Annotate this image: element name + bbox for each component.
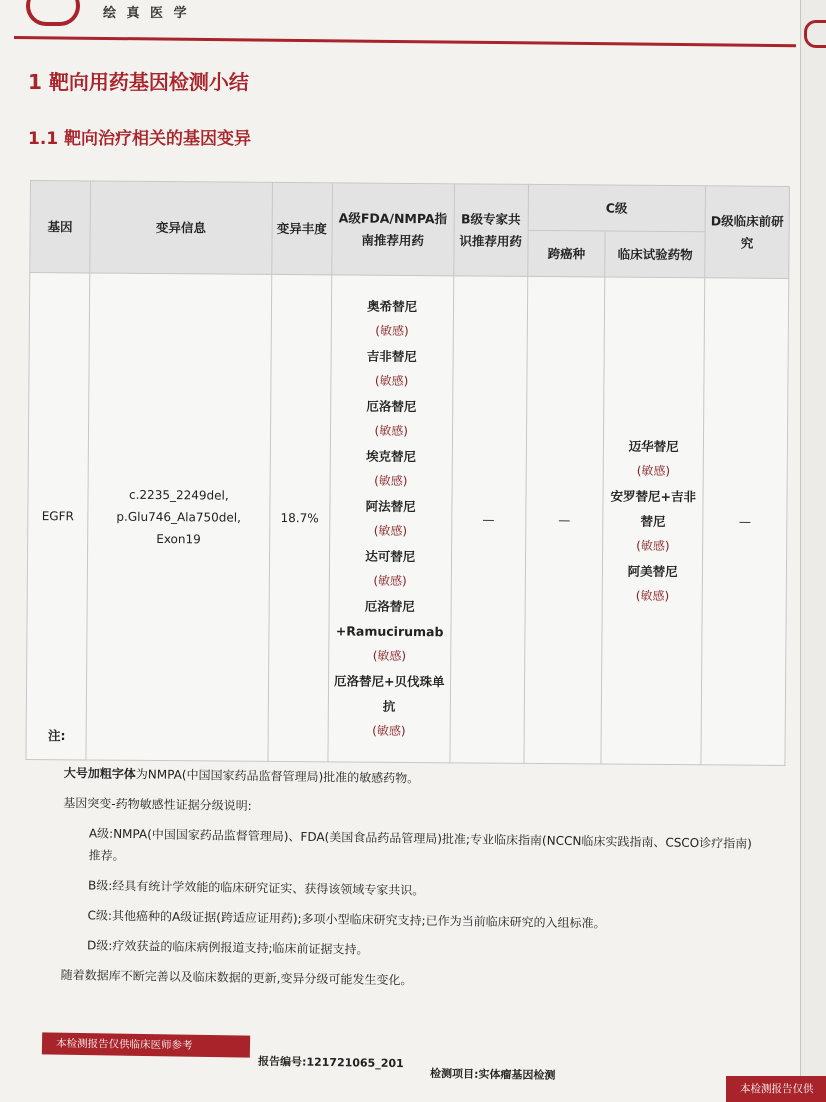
variant-line: c.2235_2249del, xyxy=(128,487,229,503)
next-page-footer: 本检测报告仅供 xyxy=(726,1076,826,1102)
drug-name: 迈华替尼 xyxy=(628,438,679,454)
footer-project: 检测项目:实体瘤基因检测 xyxy=(429,1067,556,1082)
sensitivity-label: (敏感) xyxy=(372,648,407,663)
col-a-level-header: A级FDA/NMPA指南推荐用药 xyxy=(331,183,454,276)
c-trial-drugs-cell xyxy=(601,277,705,765)
notes-block xyxy=(60,762,754,1005)
drug-name: 安罗替尼+吉非替尼 xyxy=(610,488,697,529)
sensitivity-label: (敏感) xyxy=(635,588,670,603)
brand-name: 绘 真 医 学 xyxy=(103,6,190,21)
notes-a-level: A级:NMPA(中国国家药品监督管理局)、FDA(美国食品药品管理局)批准;专业临床指南(NCCN临床实践指南、CSCO诊疗指南)推荐。 xyxy=(88,826,752,863)
subsection-title: 1.1 靶向治疗相关的基因变异 xyxy=(28,129,252,149)
sensitivity-label: (敏感) xyxy=(373,573,407,588)
c-cross-cell: — xyxy=(523,276,605,764)
col-variant-header: 变异信息 xyxy=(90,181,273,274)
drug-name: 吉非替尼 xyxy=(366,348,417,365)
variant-cell xyxy=(86,273,272,761)
next-page-logo-icon xyxy=(804,20,826,48)
col-abundance-header: 变异丰度 xyxy=(272,182,333,274)
sensitivity-label: (敏感) xyxy=(372,723,406,738)
notes-line xyxy=(64,762,754,795)
notes-title: 注: xyxy=(48,728,66,743)
sensitivity-label: (敏感) xyxy=(373,523,408,538)
drug-name: 奥希替尼 xyxy=(367,298,418,315)
col-b-level-header: B级专家共识推荐用药 xyxy=(453,184,528,277)
table-row xyxy=(26,273,789,766)
sensitivity-label: (敏感) xyxy=(636,463,671,478)
variant-line: Exon19 xyxy=(156,532,201,547)
col-d-level-header: D级临床前研究 xyxy=(705,186,790,279)
sensitivity-label: (敏感) xyxy=(374,373,409,388)
col-c-cross-header: 跨癌种 xyxy=(527,230,605,277)
col-c-trial-header: 临床试验药物 xyxy=(605,231,705,278)
drug-name: 厄洛替尼+Ramucirumab xyxy=(335,598,444,640)
footer-report-number: 报告编号:121721065_201 xyxy=(257,1054,404,1071)
footer-disclaimer: 本检测报告仅供临床医师参考 xyxy=(42,1032,250,1057)
drug-name: 阿美替尼 xyxy=(627,563,678,579)
notes-line: 基因突变-药物敏感性证据分级说明: xyxy=(63,795,252,813)
drug-name: 厄洛替尼 xyxy=(366,398,417,415)
next-page-edge xyxy=(800,0,826,1102)
drug-name: 埃克替尼 xyxy=(365,448,417,465)
notes-b-level: B级:经具有统计学效能的临床研究证实、获得该领域专家共识。 xyxy=(87,878,425,898)
sensitivity-label: (敏感) xyxy=(375,323,409,338)
col-gene-header: 基因 xyxy=(30,181,91,273)
brand-logo-icon xyxy=(26,0,80,26)
gene-variant-table xyxy=(25,180,790,766)
drug-name: 阿法替尼 xyxy=(365,498,416,515)
sensitivity-label: (敏感) xyxy=(636,538,670,553)
sensitivity-label: (敏感) xyxy=(374,473,408,488)
variant-line: p.Glu746_Ala750del, xyxy=(116,509,242,525)
notes-bold-prefix: 大号加粗字体 xyxy=(63,765,136,782)
drug-name: 达可替尼 xyxy=(365,548,416,565)
notes-line-rest: 为NMPA(中国国家药品监督管理局)批准的敏感药物。 xyxy=(135,767,420,786)
b-level-cell: — xyxy=(450,276,528,764)
a-level-drugs-cell xyxy=(328,275,454,763)
notes-last-line: 随着数据库不断完善以及临床数据的更新,变异分级可能发生变化。 xyxy=(60,967,413,988)
section-title: 1 靶向用药基因检测小结 xyxy=(28,70,249,94)
drug-name: 厄洛替尼+贝伐珠单抗 xyxy=(333,673,445,714)
gene-cell: EGFR xyxy=(26,273,90,760)
abundance-cell: 18.7% xyxy=(268,274,332,761)
d-level-cell: — xyxy=(701,278,789,766)
sensitivity-label: (敏感) xyxy=(374,423,408,438)
header-divider xyxy=(14,36,796,47)
notes-c-level: C级:其他癌种的A级证据(跨适应证用药);多项小型临床研究支持;已作为当前临床研究的入组标准。 xyxy=(87,908,606,931)
col-c-level-header: C级 xyxy=(528,184,706,231)
notes-d-level: D级:疗效获益的临床病例报道支持;临床前证据支持。 xyxy=(87,938,369,957)
